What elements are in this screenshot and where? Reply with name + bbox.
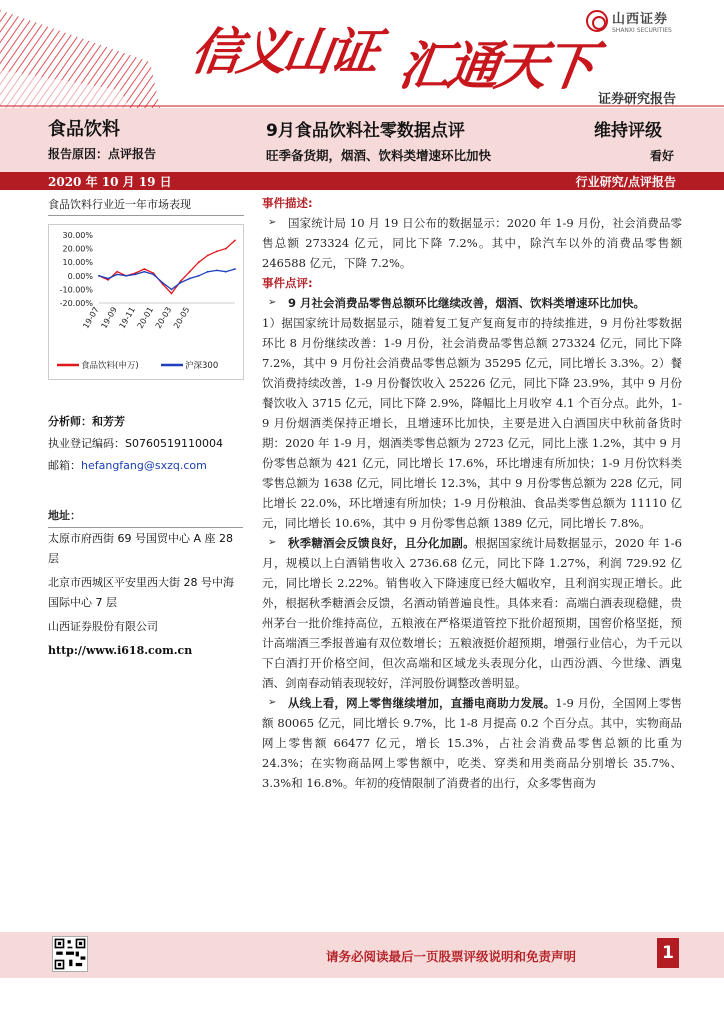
y-tick-label: 10.00% (62, 258, 93, 268)
data-point (180, 282, 182, 284)
market-chart-svg (49, 225, 245, 381)
data-point (125, 275, 127, 277)
paragraph-1-body: 1）据国家统计局数据显示，随着复工复产复商复市的持续推进，9 月份社零数据环比 8 月份继续改善：1-9 月份，社会消费品零售总额 273324 亿元，同比下降 7.2%，其中 9 月份社会消费品零售总额为 35295 亿元，同比增长 3.3%。2）餐饮消费持续改善，1-9 月份餐饮收入 25226 亿元，同比下降 23.9%，其中 9 月份餐饮收入 3715 亿元，同比下降 2.9%，降幅比上月收窄 4.1 个百分点。此外，1-9 月份烟酒类保持正增长，且增速环比加快，主要是进入白酒国庆中秋前备货时期：2020 年 1-9 月，烟酒类零售总额为 2723 亿元，同比上涨 1.2%，其中 9 月份零售总额为 421 亿元，同比增长 17.6%，环比增速有所加快；1-9 月份饮料类零售总额为 1638 亿元，同比增长 12.3%，其中 9 月份零售总额为 228 亿元，同比增长 22.0%，环比增速有所加快；1-9 月份粮油、食品类零售总额为 11110 亿元，同比增长 10.6%，其中 9 月份零售总额 1389 亿元，同比增长 7.8%。 (262, 316, 682, 530)
website-link[interactable]: http://www.i618.com.cn (48, 644, 193, 657)
paragraph-2-lead: 秋季糖酒会反馈良好，且分化加剧。 (288, 536, 475, 550)
paragraph-2-body: 根据国家统计局数据显示，2020 年 1-6 月，规模以上白酒销售收入 2736.68 亿元，同比下降 1.27%，利润 729.92 亿元，同比增长 2.22%。销售收入下降速度已经大幅收窄，且利润实现正增长。此外，根据秋季糖酒会反馈，名酒动销普遍良性。具体来看：高端白酒表现稳健，贵州茅台一批价维持高位，五粮液在严格渠道管控下批价超预期，国窖价格坚挺，预计高端酒三季报普遍有双位数增长；五粮液挺价超预期，增强行业信心，为千元以下白酒打开价格空间，但次高端和区域龙头表现分化，山西汾酒、今世缘、酒鬼酒、剑南春动销表现较好，洋河股份调整改善明显。 (262, 536, 682, 690)
logo-icon (586, 10, 608, 32)
company-logo (586, 8, 672, 34)
left-column (48, 194, 244, 380)
data-point (134, 274, 136, 276)
data-point (143, 271, 145, 273)
data-point (189, 271, 191, 273)
comment-heading: 事件点评: (262, 276, 313, 290)
email-label: 邮箱： (48, 459, 81, 472)
slogan-left: 信义山证 (187, 23, 380, 81)
report-subtitle: 旺季备货期，烟酒、饮料类增速环比加快 (266, 148, 492, 163)
data-point (234, 240, 236, 242)
logo-name: 山西证券 (612, 12, 669, 27)
rating-value: 看好 (650, 149, 675, 163)
bullet-arrow-icon: ➢ (268, 697, 277, 708)
data-point (207, 255, 209, 257)
data-point (207, 271, 209, 273)
legend-label-csi300: 沪深300 (185, 361, 219, 371)
x-tick-label: 19-11 (117, 305, 137, 331)
market-performance-label: 食品饮料行业近一年市场表现 (48, 194, 244, 216)
data-point (171, 289, 173, 291)
x-tick-label: 19-09 (99, 305, 119, 331)
data-point (225, 248, 227, 250)
x-tick-label: 20-05 (171, 305, 192, 331)
page-number: 1 (657, 938, 679, 968)
data-point (98, 275, 100, 277)
data-point (116, 271, 118, 273)
data-point (198, 261, 200, 263)
paragraph-1-lead: 9 月社会消费品零售总额环比继续改善，烟酒、饮料类增速环比加快。 (288, 296, 646, 310)
address-label: 地址： (48, 509, 81, 522)
y-tick-label: 30.00% (62, 231, 93, 240)
report-date: 2020 年 10 月 19 日 (48, 175, 172, 189)
x-tick-label: 19-07 (81, 305, 101, 331)
disclaimer-notice: 请务必阅读最后一页股票评级说明和免责声明 (326, 949, 577, 964)
data-point (234, 268, 236, 270)
industry-label: 食品饮料 (48, 119, 120, 140)
qr-code-icon (52, 936, 88, 972)
event-heading: 事件描述: (262, 196, 313, 210)
report-category: 行业研究/点评报告 (575, 175, 676, 189)
x-tick-label: 20-01 (135, 305, 156, 331)
address-beijing: 北京市西城区平安里西大街 28 号中海国际中心 7 层 (48, 576, 234, 609)
data-point (153, 274, 155, 276)
slogan-right: 汇通天下 (395, 37, 596, 97)
license-number: 执业登记编码：S0760519110004 (48, 437, 223, 450)
data-point (143, 268, 145, 270)
x-tick-label: 20-03 (153, 305, 174, 331)
rating-label: 维持评级 (594, 121, 662, 141)
email-link[interactable]: hefangfang@sxzq.com (81, 459, 207, 472)
banner (0, 0, 724, 108)
address-block (48, 529, 244, 665)
event-text: 国家统计局 10 月 19 日公布的数据显示：2020 年 1-9 月份，社会消费品零售总额 273324 亿元，同比下降 7.2%。其中，除汽车以外的消费品零售额 246588 亿元，下降 7.2%。 (262, 216, 682, 270)
data-point (162, 282, 164, 284)
data-point (216, 270, 218, 272)
data-point (189, 278, 191, 280)
data-point (198, 275, 200, 277)
data-point (116, 274, 118, 276)
logo-english: SHANXI SECURITIES (612, 27, 672, 34)
paragraph-3-body: 1-9 月份，全国网上零售额 80065 亿元，同比增长 9.7%，比 1-8 月提高 0.2 个百分点。其中，实物商品网上零售额 66477 亿元，增长 15.3%，占社会消费品零售总额的比重为 24.3%；在实物商品网上零售额中，吃类、穿类和用类商品分别增长 35.7%、3.3%和 16.8%。年初的疫情限制了消费者的出行，众多零售商为 (262, 696, 682, 790)
address-taiyuan: 太原市府西街 69 号国贸中心 A 座 28 层 (48, 532, 234, 565)
data-point (171, 293, 173, 295)
date-bar (0, 172, 724, 190)
event-paragraph (262, 213, 682, 273)
bullet-arrow-icon: ➢ (268, 217, 277, 228)
report-title: 9月食品饮料社零数据点评 (266, 121, 465, 141)
analyst-name: 分析师：和芳芳 (48, 415, 125, 428)
report-body (262, 193, 682, 793)
y-tick-label: 0.00% (67, 271, 93, 281)
bullet-arrow-icon: ➢ (268, 297, 277, 308)
analyst-info (48, 411, 248, 477)
comment-paragraph-3 (262, 693, 682, 793)
email-row (48, 455, 248, 477)
comment-paragraph-1 (262, 293, 682, 313)
y-tick-label: -10.00% (59, 285, 93, 295)
address-divider (48, 527, 243, 528)
y-tick-label: -20.00% (59, 299, 93, 308)
legend-label-food-beverage: 食品饮料(申万) (81, 361, 139, 371)
report-header (0, 108, 724, 172)
data-point (107, 278, 109, 280)
bullet-arrow-icon: ➢ (268, 537, 277, 548)
company-name: 山西证券股份有限公司 (48, 620, 158, 633)
paragraph-3-lead: 从线上看，网上零售继续增加，直播电商助力发展。 (288, 696, 556, 710)
report-reason: 报告原因：点评报告 (48, 147, 157, 161)
market-chart (48, 224, 244, 380)
data-point (216, 250, 218, 252)
comment-paragraph-2 (262, 533, 682, 693)
y-tick-label: 20.00% (62, 244, 93, 254)
report-type: 证券研究报告 (597, 92, 676, 107)
data-point (225, 271, 227, 273)
